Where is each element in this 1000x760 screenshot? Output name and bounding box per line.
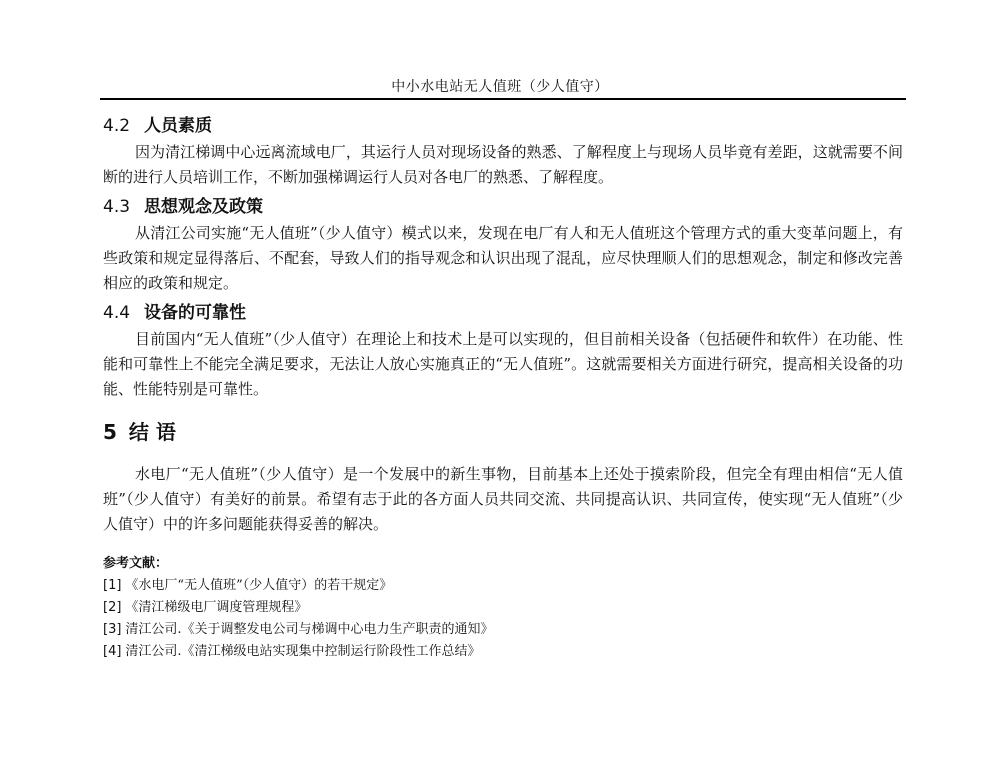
reference-number: [2] <box>103 600 122 615</box>
running-header: 中小水电站无人值班（少人值守） <box>391 79 609 95</box>
reference-item <box>103 641 903 663</box>
reference-text: 清江公司.《清江梯级电站实现集中控制运行阶段性工作总结》 <box>125 644 481 659</box>
section-paragraph-4-2: 因为清江梯调中心远离流域电厂，其运行人员对现场设备的熟悉、了解程度上与现场人员毕竟有差距，这就需要不间断的进行人员培训工作，不断加强梯调运行人员对各电厂的熟悉、了解程度。 <box>103 143 903 186</box>
section-heading-4-2 <box>103 112 903 140</box>
section-title: 设备的可靠性 <box>144 303 247 323</box>
conclusion-heading <box>103 418 903 446</box>
reference-item <box>103 619 903 641</box>
reference-number: [1] <box>103 578 122 593</box>
reference-number: [4] <box>103 644 122 659</box>
reference-text: 《清江梯级电厂调度管理规程》 <box>125 600 308 615</box>
section-number: 4.2 <box>103 116 131 136</box>
section-number: 5 <box>103 420 117 444</box>
section-heading-4-4 <box>103 299 903 327</box>
reference-text: 清江公司.《关于调整发电公司与梯调中心电力生产职责的通知》 <box>125 622 494 637</box>
page-body <box>103 112 903 663</box>
reference-item <box>103 597 903 619</box>
section-heading-4-3 <box>103 193 903 221</box>
header-rule <box>100 98 906 100</box>
section-title: 思想观念及政策 <box>144 197 264 217</box>
references-title: 参考文献： <box>103 556 169 571</box>
references <box>103 553 903 663</box>
reference-item <box>103 575 903 597</box>
section-number: 4.4 <box>103 303 131 323</box>
conclusion-paragraph: 水电厂“无人值班”（少人值守）是一个发展中的新生事物，目前基本上还处于摸索阶段，但完全有理由相信“无人值班”（少人值守）有美好的前景。希望有志于此的各方面人员共同交流、共同提高认识、共同宣传，使实现“无人值班”（少人值守）中的许多问题能获得妥善的解决。 <box>103 465 903 533</box>
section-title: 结 语 <box>128 420 176 444</box>
section-number: 4.3 <box>103 197 131 217</box>
section-title: 人员素质 <box>144 116 213 136</box>
section-paragraph-4-3: 从清江公司实施“无人值班”（少人值守）模式以来，发现在电厂有人和无人值班这个管理方式的重大变革问题上，有些政策和规定显得落后、不配套，导致人们的指导观念和认识出现了混乱，应尽快理顺人们的思想观念，制定和修改完善相应的政策和规定。 <box>103 224 903 292</box>
section-paragraph-4-4: 目前国内“无人值班”（少人值守）在理论上和技术上是可以实现的，但目前相关设备（包括硬件和软件）在功能、性能和可靠性上不能完全满足要求，无法让人放心实施真正的“无人值班”。这就需要相关方面进行研究，提高相关设备的功能、性能特别是可靠性。 <box>103 330 903 398</box>
reference-text: 《水电厂“无人值班”（少人值守）的若干规定》 <box>125 578 393 593</box>
reference-number: [3] <box>103 622 122 637</box>
